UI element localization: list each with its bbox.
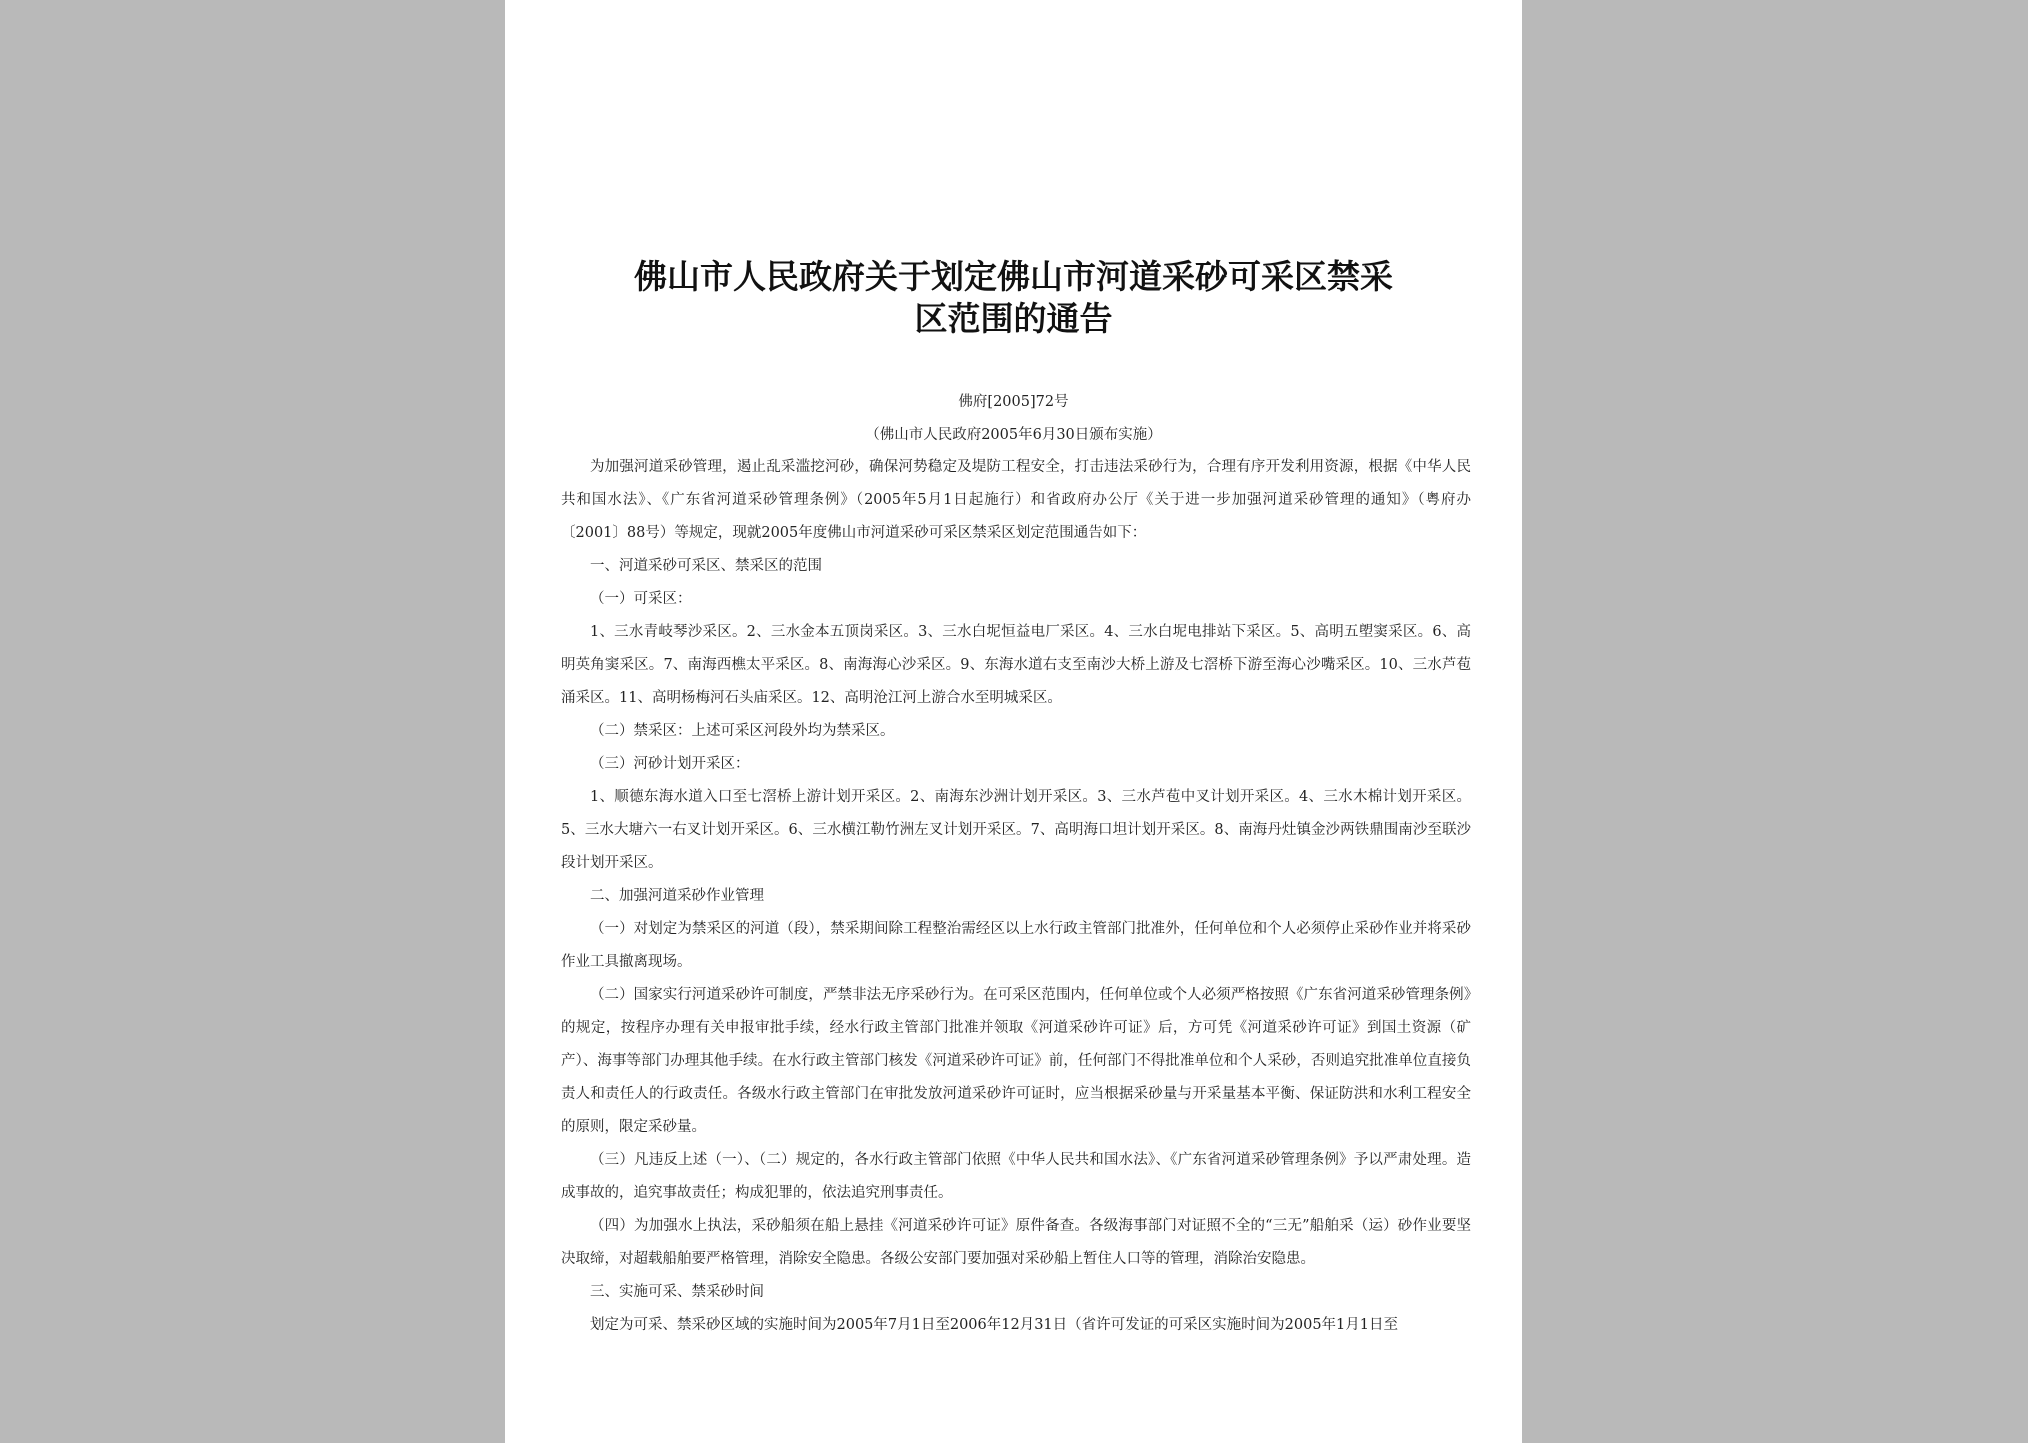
paragraph: 1、三水青岐琴沙采区。2、三水金本五顶岗采区。3、三水白坭恒益电厂采区。4、三水白坭电排站下采区。5、高明五塱窦采区。6、高明英角窦采区。7、南海西樵太平采区。8、南海海心沙采区。9、东海水道右支至南沙大桥上游及七滘桥下游至海心沙嘴采区。10、三水芦苞涌采区。11、高明杨梅河石头庙采区。12、高明沧江河上游合水至明城采区。 xyxy=(561,624,1471,706)
subsection-heading: （三）河砂计划开采区： xyxy=(590,756,750,772)
issue-note: （佛山市人民政府2005年6月30日颁布实施） xyxy=(865,427,1162,443)
section-heading-2: 二、加强河道采砂作业管理 xyxy=(590,888,764,904)
document-title-line-1: 佛山市人民政府关于划定佛山市河道采砂可采区禁采 xyxy=(634,257,1393,296)
paragraph: 1、顺德东海水道入口至七滘桥上游计划开采区。2、南海东沙洲计划开采区。3、三水芦苞中叉计划开采区。4、三水木棉计划开采区。5、三水大塘六一右叉计划开采区。6、三水横江勒竹洲左叉计划开采区。7、高明海口坦计划开采区。8、南海丹灶镇金沙两铁鼎围南沙至联沙段计划开采区。 xyxy=(561,789,1471,871)
document-body xyxy=(561,451,1471,1342)
subsection-heading: （二）禁采区：上述可采区河段外均为禁采区。 xyxy=(590,723,895,739)
section-heading-3: 三、实施可采、禁采砂时间 xyxy=(590,1284,764,1300)
paragraph: （四）为加强水上执法，采砂船须在船上悬挂《河道采砂许可证》原件备查。各级海事部门对证照不全的“三无”船舶采（运）砂作业要坚决取缔，对超载船舶要严格管理，消除安全隐患。各级公安部门要加强对采砂船上暂住人口等的管理，消除治安隐患。 xyxy=(561,1218,1471,1267)
document-number: 佛府[2005]72号 xyxy=(958,394,1069,410)
paragraph: （三）凡违反上述（一）、（二）规定的，各水行政主管部门依照《中华人民共和国水法》、《广东省河道采砂管理条例》予以严肃处理。造成事故的，追究事故责任；构成犯罪的，依法追究刑事责任。 xyxy=(561,1152,1471,1201)
subsection-heading: （一）可采区： xyxy=(590,591,692,607)
document-title-line-2: 区范围的通告 xyxy=(914,299,1113,338)
section-heading-1: 一、河道采砂可采区、禁采区的范围 xyxy=(590,558,822,574)
document-page xyxy=(505,0,1522,1443)
paragraph-intro: 为加强河道采砂管理，遏止乱采滥挖河砂，确保河势稳定及堤防工程安全，打击违法采砂行为，合理有序开发利用资源，根据《中华人民共和国水法》、《广东省河道采砂管理条例》（2005年5月1日起施行）和省政府办公厅《关于进一步加强河道采砂管理的通知》（粤府办〔2001〕88号）等规定，现就2005年度佛山市河道采砂可采区禁采区划定范围通告如下： xyxy=(561,459,1471,541)
document-title xyxy=(545,256,1482,340)
paragraph: （一）对划定为禁采区的河道（段），禁采期间除工程整治需经区以上水行政主管部门批准外，任何单位和个人必须停止采砂作业并将采砂作业工具撤离现场。 xyxy=(561,921,1471,970)
paragraph: 划定为可采、禁采砂区域的实施时间为2005年7月1日至2006年12月31日（省许可发证的可采区实施时间为2005年1月1日至 xyxy=(590,1317,1399,1333)
paragraph: （二）国家实行河道采砂许可制度，严禁非法无序采砂行为。在可采区范围内，任何单位或个人必须严格按照《广东省河道采砂管理条例》的规定，按程序办理有关申报审批手续，经水行政主管部门批准并领取《河道采砂许可证》后，方可凭《河道采砂许可证》到国土资源（矿产）、海事等部门办理其他手续。在水行政主管部门核发《河道采砂许可证》前，任何部门不得批准单位和个人采砂，否则追究批准单位直接负责人和责任人的行政责任。各级水行政主管部门在审批发放河道采砂许可证时，应当根据采砂量与开采量基本平衡、保证防洪和水利工程安全的原则，限定采砂量。 xyxy=(561,987,1471,1135)
